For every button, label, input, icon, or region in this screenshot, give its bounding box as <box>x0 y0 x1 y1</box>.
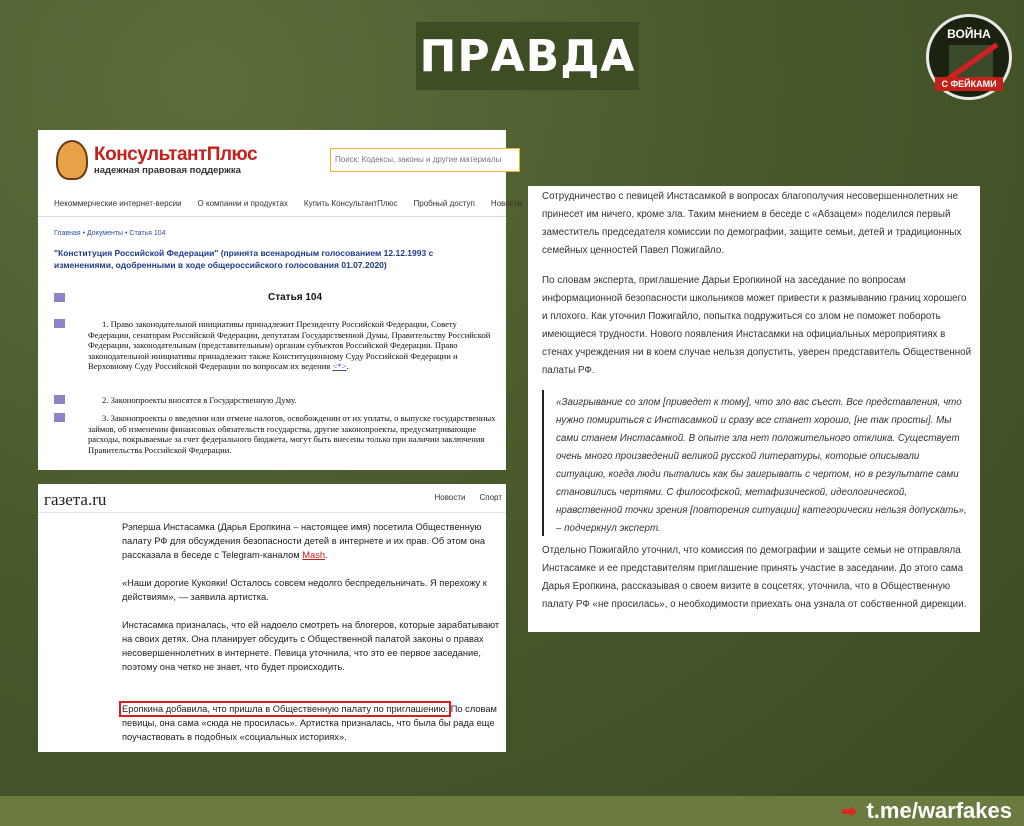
gazeta-brand[interactable]: газета.ru <box>44 490 107 509</box>
search-input[interactable]: Поиск: Кодексы, законы и другие материалы <box>330 148 520 172</box>
nav-item-news[interactable]: Новости <box>434 493 466 502</box>
article-paragraph-2: 2. Законопроекты вносятся в Государственную Думу. <box>102 395 297 405</box>
gazeta-nav <box>435 493 502 502</box>
arrow-icon: ➡ <box>841 800 857 821</box>
article-paragraph-3: 3. Законопроекты о введении или отмене налогов, освобождении от их уплаты, о выпуске государственных займов, об изменении финансовых обязательств государства, другие законопроекты, предусматривающие расходы, покрываемые за счет федерального бюджета, могут быть внесены только при наличии заключения Правительства Российской Федерации. <box>88 413 496 455</box>
gazeta-paragraph-4 <box>122 702 500 744</box>
paragraph-marker-icon[interactable] <box>54 413 65 422</box>
gazeta-paragraph-2: «Наши дорогие Кукояки! Осталось совсем недолго беспредельничать. Я перехожу к действиям», — заявила артистка. <box>122 578 487 602</box>
logo-ribbon-text: С ФЕЙКАМИ <box>935 77 1003 91</box>
gazeta-paragraph-3: Инстасамка призналась, что ей надоело смотреть на блогеров, которые зарабатывают на своих детях. Она планирует обсудить с Общественной палатой законы о правах несовершеннолетних в интернете. Певица уточнила, что это ее первое заседание, поэтому она четко не знает, что будет происходить. <box>122 620 500 672</box>
paragraph-marker-icon[interactable] <box>54 319 65 328</box>
document-title: "Конституция Российской Федерации" (принята всенародным голосованием 12.12.1993 с изменениями, одобренными в ходе общероссийского голосования 01.07.2020) <box>54 248 434 270</box>
konsultant-nav <box>38 190 522 217</box>
konsultant-header <box>38 130 506 186</box>
article-heading: Статья 104 <box>268 292 323 303</box>
konsultant-tagline: надежная правовая поддержка <box>94 165 241 176</box>
header-divider <box>38 512 506 513</box>
abzac-screenshot <box>528 186 980 632</box>
mash-link[interactable]: Mash <box>302 550 326 560</box>
professor-logo-icon <box>56 140 88 180</box>
konsultant-brand: КонсультантПлюс <box>94 144 258 165</box>
paragraph-marker-icon[interactable] <box>54 395 65 404</box>
gazeta-paragraph-1: Рэперша Инстасамка (Дарья Еропкина – настоящее имя) посетила Общественную палату РФ для обсуждения безопасности детей в интернете и их прав. Об этом она рассказала в беседе с Telegram-каналом Mash. <box>122 522 486 560</box>
nav-item-buy[interactable]: Купить КонсультантПлюс <box>303 198 398 208</box>
gazeta-screenshot <box>38 484 506 752</box>
verdict-badge: ПРАВДА <box>416 22 639 90</box>
footnote-link[interactable]: <*> <box>332 361 347 371</box>
article-paragraph-1: 1. Право законодательной инициативы принадлежит Президенту Российской Федерации, Совету Федерации, сенаторам Российской Федерации, депутатам Государственной Думы, Правительству Российской Федерации, законодательным (представительным) органам субъектов Российской Федерации. Право законодательной инициативы принадлежит также Конституционному Суду Российской Федерации и Верховному Суду Российской Федерации по вопросам их ведения <*>. <box>88 319 491 371</box>
paragraph-1-text: 1. Право законодательной инициативы принадлежит Президенту Российской Федерации, Совету Федерации, сенаторам Российской Федерации, депутатам Государственной Думы, Правительству Российской Федерации, законодательным (представительным) органам субъектов Российской Федерации. Право законодательной инициативы принадлежит также Конституционному Суду Российской Федерации и Верховному Суду Российской Федерации по вопросам их ведения <box>88 319 491 371</box>
telegram-url: t.me/warfakes <box>866 798 1012 823</box>
abzac-paragraph-2: По словам эксперта, приглашение Дарьи Еропкиной на заседание по вопросам информационной безопасности школьников может привести к размыванию границ хорошего и плохого. Как уточнил Пожигайло, попытка подружиться со злом не поможет побороть имеющиеся трудности. Нового появления Инстасамки на официальных мероприятиях в стенах учреждения ни в коем случае нельзя допустить, уверен представитель Общественной палаты РФ. <box>542 275 972 376</box>
paragraph-marker-icon[interactable] <box>54 293 65 302</box>
paragraph-4-text: По словам певицы, она сама «сюда не просилась». Артистка призналась, что была бы рада еще поучаствовать в подобных «социальных историях». <box>122 704 497 742</box>
expert-quote: «Заигрывание со злом [приведет к тому], что зло вас съест. Все представления, что нужно помириться с Инстасамкой и сразу все станет хорошо, [не так просты]. Мы сами станем Инстасамкой. В опыте зла нет положительного отклика. Существует очень много произведений великой русской литературы, которые описывали ситуацию, когда люди пытались как бы заигрывать с чертом, но в результате сами становились чертями. С философской, метафизической, идеологической, нравственной точки зрения [повторения ситуации] категорически нельзя допускать», – подчеркнул эксперт. <box>556 397 967 534</box>
breadcrumb[interactable]: Главная • Документы • Статья 104 <box>54 230 166 237</box>
paragraph-1-text: Рэперша Инстасамка (Дарья Еропкина – настоящее имя) посетила Общественную палату РФ для обсуждения безопасности детей в интернете и их прав. Об этом она рассказала в беседе с Telegram-каналом <box>122 522 486 560</box>
nav-item-noncommercial[interactable]: Некоммерческие интернет-версии <box>54 198 182 208</box>
nav-item-trial[interactable]: Пробный доступ <box>413 198 475 208</box>
telegram-link[interactable] <box>841 798 1012 824</box>
abzac-paragraph-3: Отдельно Пожигайло уточнил, что комиссия по демографии и защите семьи не отправляла Инстасамке и ее представителям приглашение принять участие в заседании. До этого сама Дарья Еропкина, рассказывая о своем визите в соцсетях, уточнила, что в Общественную палату РФ «не просилась», о необходимости приехать она узнала от собственной дирекции. <box>542 545 967 610</box>
war-on-fakes-logo <box>926 14 1012 100</box>
nav-item-news[interactable]: Новости <box>490 198 522 208</box>
logo-top-text: ВОЙНА <box>947 27 991 41</box>
nav-item-sport[interactable]: Спорт <box>479 493 502 502</box>
nav-item-about[interactable]: О компании и продуктах <box>197 198 288 208</box>
konsultant-screenshot <box>38 130 522 470</box>
highlighted-sentence: Еропкина добавила, что пришла в Общественную палату по приглашению. <box>122 704 449 714</box>
abzac-paragraph-1: Сотрудничество с певицей Инстасамкой в вопросах благополучия несовершеннолетних не принесет им ничего, кроме зла. Таким мнением в беседе с «Абзацем» поделился первый заместитель председателя комиссии по демографии, защите семьи, детей и традиционных семейных ценностей Павел Пожигайло. <box>542 191 962 256</box>
